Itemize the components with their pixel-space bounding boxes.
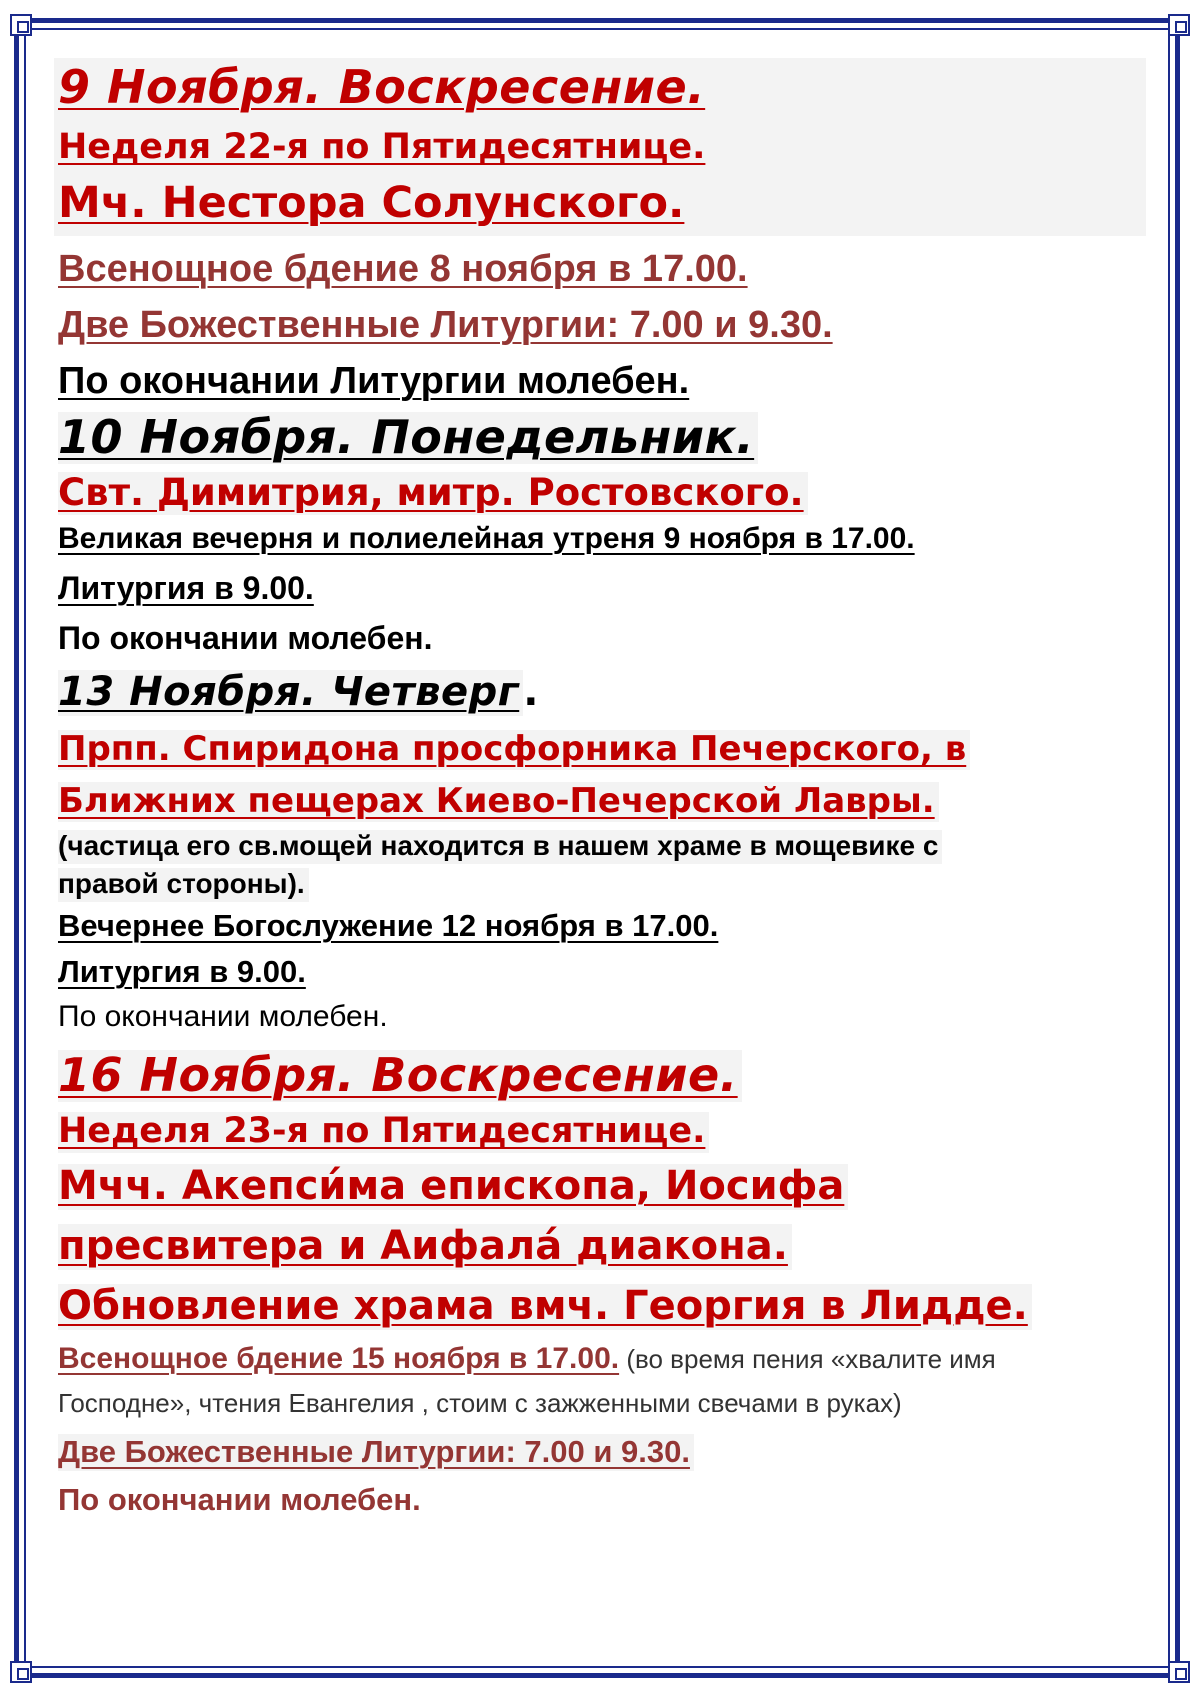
block3-liturgy: Литургия в 9.00. xyxy=(58,954,306,989)
block2-after: По окончании молебен. xyxy=(58,620,433,656)
block1-after: По окончании Литургии молебен. xyxy=(58,360,690,402)
corner-ornament-icon xyxy=(10,1661,32,1683)
block3-date: 13 Ноября. Четверг xyxy=(58,670,523,716)
block3-vespers: Вечернее Богослужение 12 ноября в 17.00. xyxy=(58,908,719,943)
corner-ornament-icon xyxy=(1168,1661,1190,1683)
block4-saints-line2: пресвитера и Аифала́ диакона. xyxy=(58,1224,792,1270)
block4-saints-line1: Мчч. Акепси́ма епископа, Иосифа xyxy=(58,1164,848,1210)
block4-date: 16 Ноября. Воскресение. xyxy=(58,1050,742,1102)
block1-week: Неделя 22-я по Пятидесятнице. xyxy=(58,127,706,167)
block1-saint: Мч. Нестора Солунского. xyxy=(58,178,685,228)
block4-liturgies: Две Божественные Литургии: 7.00 и 9.30. xyxy=(58,1434,694,1471)
block1-date: 9 Ноября. Воскресение. xyxy=(58,60,706,114)
block4-vigil-note2: Господне», чтения Евангелия , стоим с зажженными свечами в руках) xyxy=(58,1388,902,1418)
block2-vespers: Великая вечерня и полиелейная утреня 9 ноября в 17.00. xyxy=(58,522,915,555)
block4-after: По окончании молебен. xyxy=(58,1482,421,1517)
block3-date-dot: . xyxy=(523,669,539,715)
corner-ornament-icon xyxy=(1168,14,1190,36)
block3-note-line2: правой стороны). xyxy=(58,868,309,902)
block2-saint: Свт. Димитрия, митр. Ростовского. xyxy=(58,472,808,515)
block3-saint-line2: Ближних пещерах Киево-Печерской Лавры. xyxy=(58,782,939,822)
block1-liturgies: Две Божественные Литургии: 7.00 и 9.30. xyxy=(58,304,833,346)
block3-saint-line1: Прпп. Спиридона просфорника Печерского, в xyxy=(58,730,970,770)
block3-after: По окончании молебен. xyxy=(58,1000,388,1033)
block4-vigil-note1: (во время пения «хвалите имя xyxy=(619,1344,996,1374)
schedule-content xyxy=(58,58,1138,1524)
block2-date: 10 Ноября. Понедельник. xyxy=(58,412,758,464)
block1-header xyxy=(54,58,1146,236)
block4-renewal: Обновление храма вмч. Георгия в Лидде. xyxy=(58,1284,1032,1330)
block4-week: Неделя 23-я по Пятидесятнице. xyxy=(58,1112,709,1153)
block2-liturgy: Литургия в 9.00. xyxy=(58,570,314,606)
block1-vigil: Всенощное бдение 8 ноября в 17.00. xyxy=(58,248,748,290)
block4-vigil: Всенощное бдение 15 ноября в 17.00. xyxy=(58,1342,620,1375)
corner-ornament-icon xyxy=(10,14,32,36)
block3-note-line1: (частица его св.мощей находится в нашем храме в мощевике с xyxy=(58,830,942,864)
